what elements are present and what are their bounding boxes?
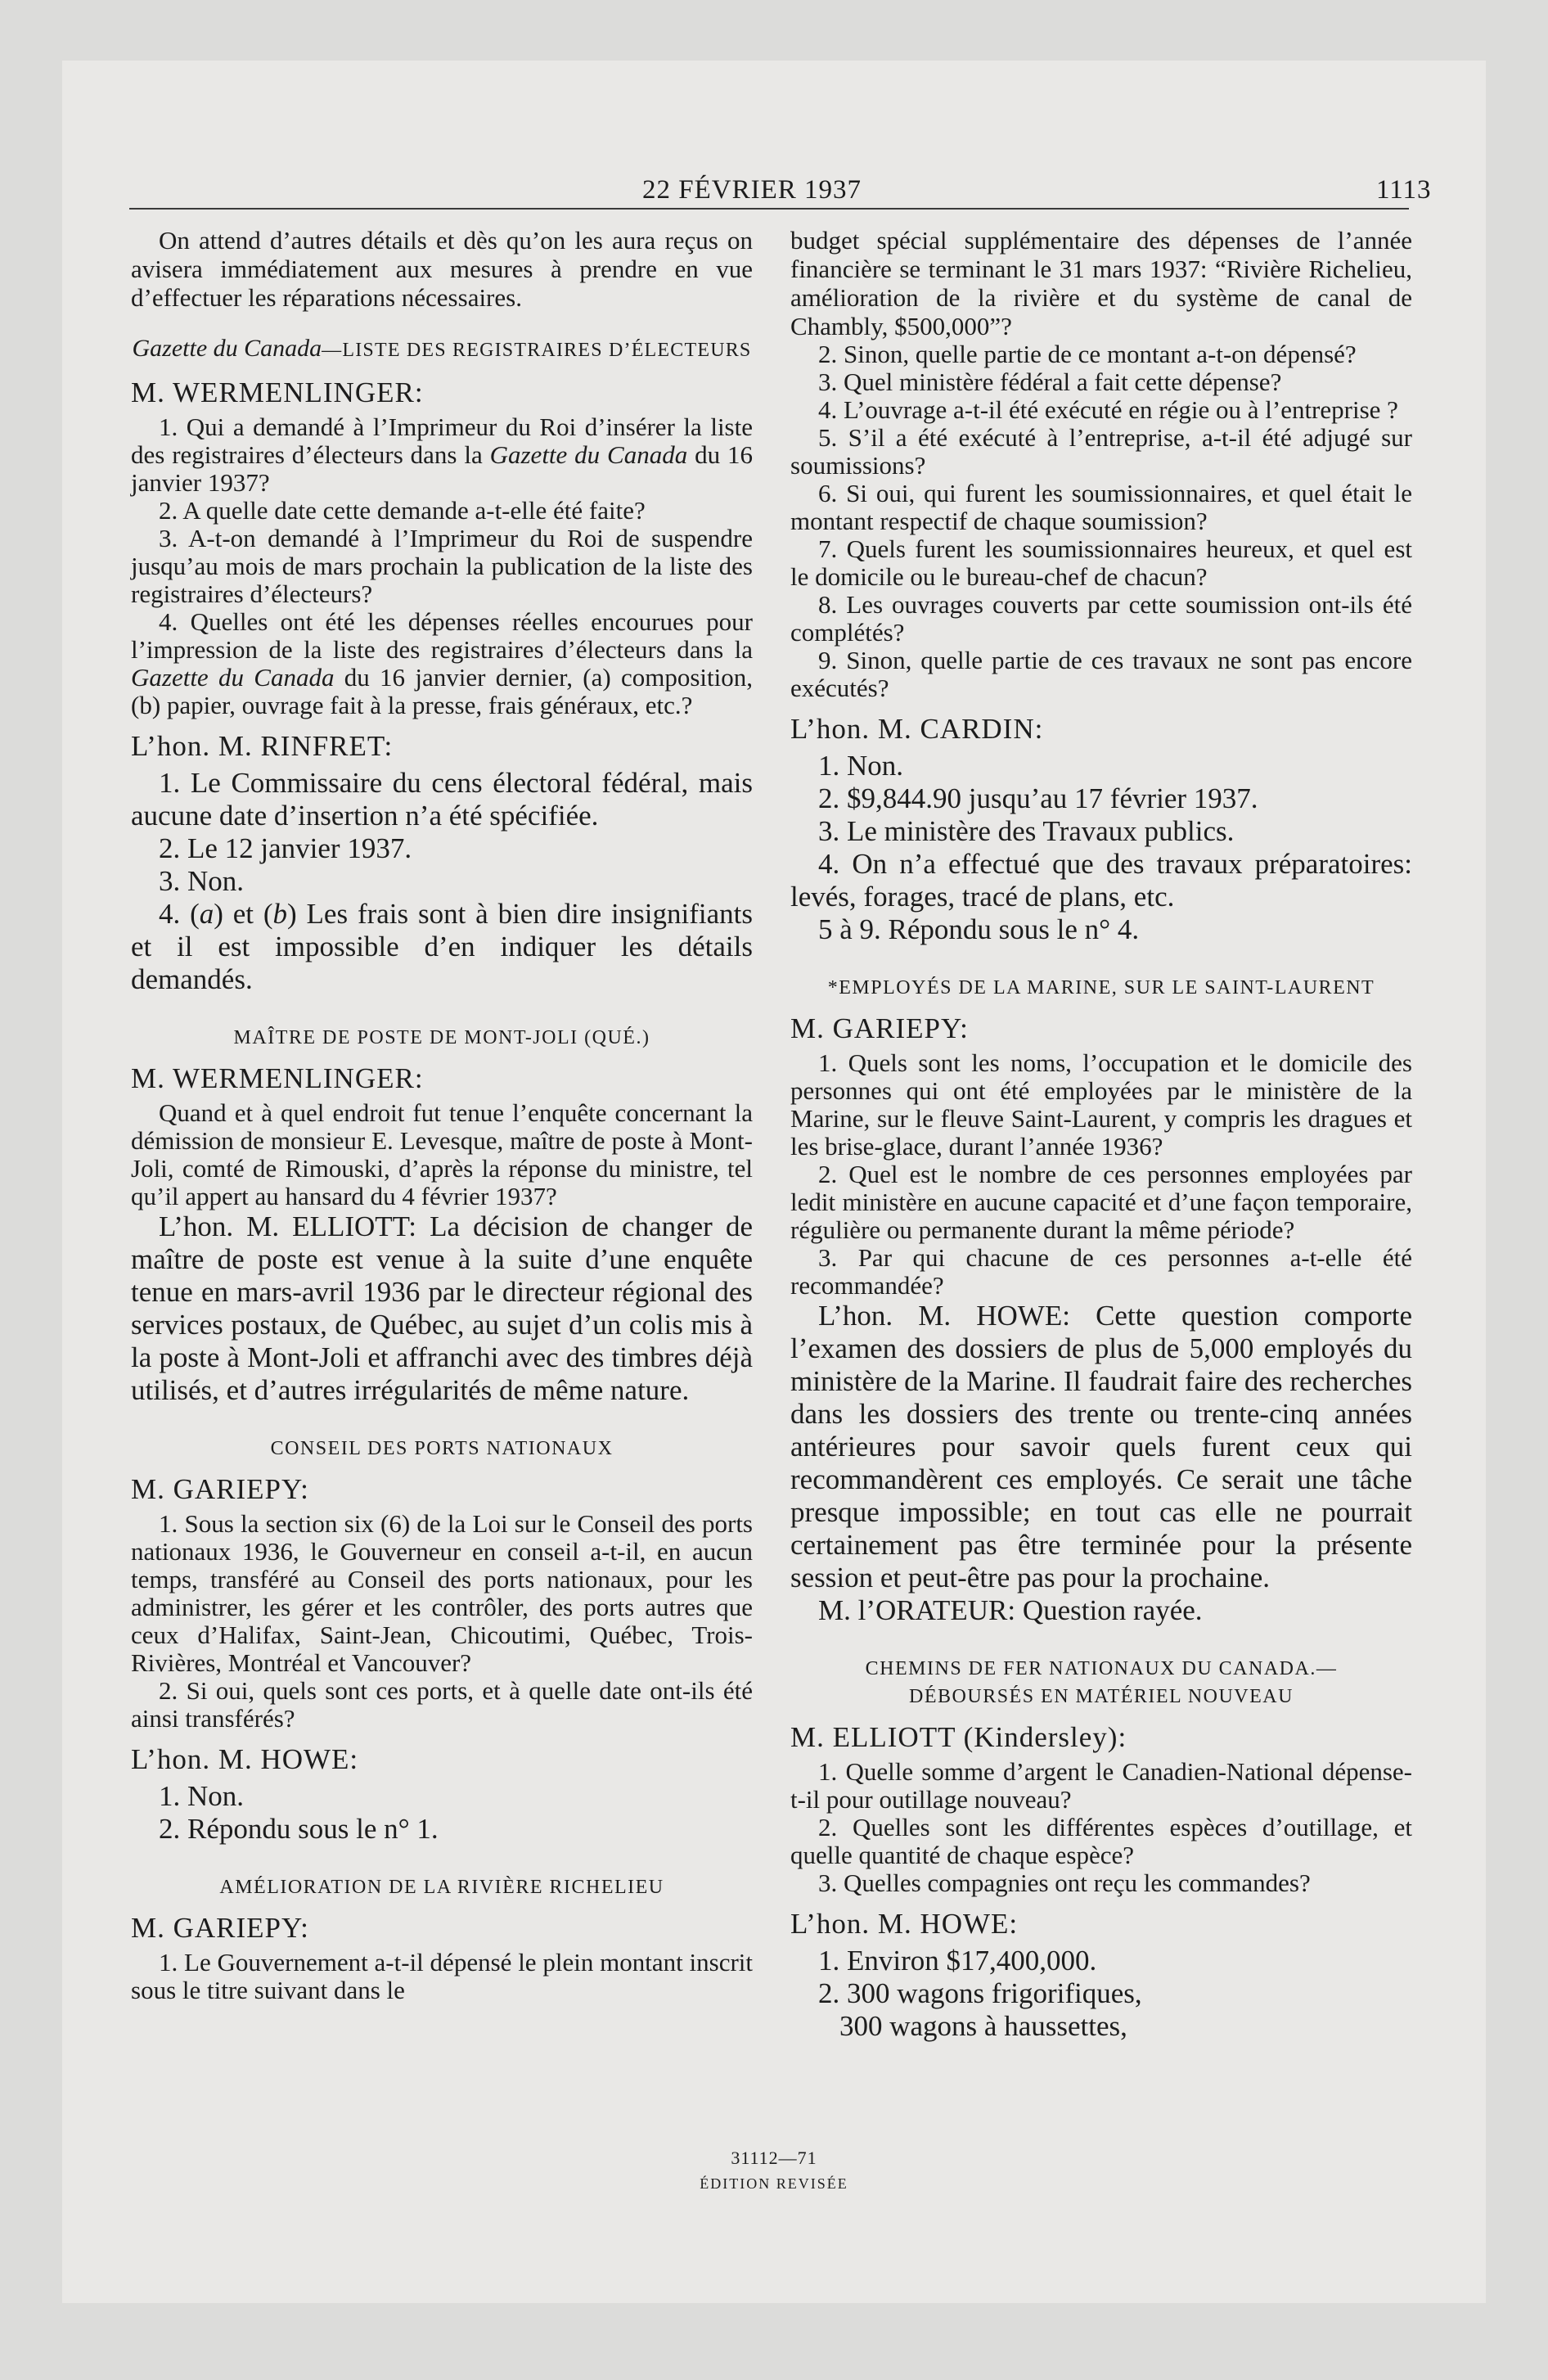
left-column bbox=[131, 226, 753, 2004]
answer-paragraph bbox=[790, 1300, 1412, 1594]
answer-3: 3. Non. bbox=[159, 865, 245, 897]
answer-1: 1. Le Commissaire du cens électoral fédéral, mais aucune date d’insertion n’a été spécifiée. bbox=[131, 767, 753, 832]
text: 1. Qui a demandé à l’Imprimeur du Roi d’insérer la liste des registraires d’électeurs dans la bbox=[131, 412, 753, 469]
answer-2: 2. Répondu sous le n° 1. bbox=[159, 1813, 439, 1845]
question-3: 3. Quelles compagnies ont reçu les commandes? bbox=[818, 1868, 1311, 1897]
question-8: 8. Les ouvrages couverts par cette soumission ont-ils été complétés? bbox=[790, 590, 1412, 647]
answer-text: Cette question comporte l’examen des dossiers de plus de 5,000 employés du ministère de la Marine. Il faudrait faire des recherches dans les dossiers des trente ou trente-cinq années antérieures pour savoir quels furent ceux qui recommandèrent ces employés. Ce serait une tâche presque impossible; en tout cas elle ne pourrait certainement pas être terminée pour la présente session et peut-être pas pour la prochaine. bbox=[790, 1300, 1412, 1593]
page-number: 1113 bbox=[1376, 175, 1432, 205]
question-2: 2. Sinon, quelle partie de ce montant a-t-on dépensé? bbox=[818, 340, 1357, 368]
section-heading-marine: *EMPLOYÉS DE LA MARINE, SUR LE SAINT-LAURENT bbox=[827, 977, 1375, 998]
letter-a: a bbox=[199, 898, 214, 930]
text: du 16 janvier 1937? bbox=[131, 440, 754, 497]
answer-text: La décision de changer de maître de poste est venue à la suite d’une enquête tenue en mars-avril 1936 par le directeur régional des services postaux, de Québec, au sujet d’un colis mis à la poste à Mont-Joli et affranchi avec des timbres déjà utilisés, et d’autres irrégularités de même nature. bbox=[131, 1210, 753, 1406]
question-3: 3. Par qui chacune de ces personnes a-t-elle été recommandée? bbox=[790, 1243, 1412, 1300]
question-4: 4. L’ouvrage a-t-il été exécuté en régie ou à l’entreprise ? bbox=[818, 395, 1398, 424]
gazette-name: Gazette du Canada bbox=[489, 440, 688, 469]
question-1: 1. Sous la section six (6) de la Loi sur le Conseil des ports nationaux 1936, le Gouverneur en conseil a-t-il, en aucun temps, transféré au Conseil des ports nationaux, pour les administrer, les gérer et les contrôler, des ports autres que ceux d’Halifax, Saint-Jean, Chicoutimi, Québec, Trois-Rivières, Montréal et Vancouver? bbox=[131, 1509, 753, 1677]
header-date: 22 FÉVRIER 1937 bbox=[642, 175, 862, 205]
question-1: 1. Quelle somme d’argent le Canadien-National dépense-t-il pour outillage nouveau? bbox=[790, 1757, 1412, 1814]
footer-edition: ÉDITION REVISÉE bbox=[700, 2175, 848, 2192]
speaker: M. GARIEPY: bbox=[790, 1012, 969, 1044]
header-rule bbox=[129, 208, 1409, 210]
gazette-name: Gazette du Canada bbox=[131, 663, 335, 692]
answer-1: 1. Environ $17,400,000. bbox=[818, 1945, 1097, 1977]
speaker: M. GARIEPY: bbox=[131, 1912, 309, 1944]
answer-4 bbox=[131, 898, 753, 996]
letter-b: b bbox=[272, 898, 288, 930]
answer-1: 1. Non. bbox=[159, 1780, 245, 1812]
intro-paragraph: On attend d’autres détails et dès qu’on les aura reçus on avisera immédiatement aux mesures à prendre en vue d’effectuer les réparations nécessaires. bbox=[131, 226, 753, 312]
question-2: 2. Si oui, quels sont ces ports, et à quelle date ont-ils été ainsi transférés? bbox=[131, 1676, 753, 1733]
question-9: 9. Sinon, quelle partie de ces travaux ne sont pas encore exécutés? bbox=[790, 646, 1412, 702]
heading-rest: —LISTE DES REGISTRAIRES D’ÉLECTEURS bbox=[322, 340, 752, 361]
question-7: 7. Quels furent les soumissionnaires heureux, et quel est le domicile ou le bureau-chef de chacun? bbox=[790, 534, 1412, 591]
answer-2: 2. $9,844.90 jusqu’au 17 février 1937. bbox=[818, 782, 1258, 814]
section-heading-gazette bbox=[131, 333, 753, 366]
text: 4. Quelles ont été les dépenses réelles encourues pour l’impression de la liste des registraires d’électeurs dans la bbox=[131, 607, 753, 664]
question-3: 3. Quel ministère fédéral a fait cette dépense? bbox=[818, 367, 1282, 396]
heading-italic: Gazette du Canada bbox=[132, 335, 322, 362]
speaker: M. WERMENLINGER: bbox=[131, 376, 424, 408]
section-heading-ports: CONSEIL DES PORTS NATIONAUX bbox=[270, 1438, 614, 1459]
question-2: 2. Quelles sont les différentes espèces d’outillage, et quelle quantité de chaque espèce? bbox=[790, 1813, 1412, 1869]
text: du 16 janvier dernier, (a) composition, (b) papier, ouvrage fait à la presse, frais généraux, etc.? bbox=[131, 663, 753, 719]
text: ) et ( bbox=[214, 898, 273, 930]
text: 4. ( bbox=[159, 898, 200, 930]
answer-2-continued: 300 wagons à haussettes, bbox=[839, 2010, 1127, 2042]
question-1-continued: budget spécial supplémentaire des dépenses de l’année financière se terminant le 31 mars 1937: “Rivière Richelieu, amélioration de la rivière et du système de canal de Chambly, $500,000”? bbox=[790, 226, 1412, 340]
section-heading-mont-joli: MAÎTRE DE POSTE DE MONT-JOLI (QUÉ.) bbox=[233, 1027, 650, 1048]
footer-code: 31112—71 bbox=[731, 2148, 817, 2168]
answer-2: 2. Le 12 janvier 1937. bbox=[159, 832, 412, 864]
question: Quand et à quel endroit fut tenue l’enquête concernant la démission de monsieur E. Levesque, maître de poste à Mont-Joli, comté de Rimouski, d’après la réponse du ministre, tel qu’il appert au hansard du 4 février 1937? bbox=[131, 1098, 753, 1210]
answer-speaker: L’hon. M. HOWE: bbox=[790, 1908, 1019, 1940]
speaker-ruling bbox=[790, 1594, 1412, 1627]
question-5: 5. S’il a été exécuté à l’entreprise, a-t-il été adjugé sur soumissions? bbox=[790, 423, 1412, 480]
question-1 bbox=[131, 413, 753, 497]
question-1: 1. Le Gouvernement a-t-il dépensé le plein montant inscrit sous le titre suivant dans le bbox=[131, 1948, 753, 2004]
question-3: 3. A-t-on demandé à l’Imprimeur du Roi de suspendre jusqu’au mois de mars prochain la publication de la liste des registraires d’électeurs? bbox=[131, 524, 753, 608]
question-4 bbox=[131, 608, 753, 719]
heading-line-1: CHEMINS DE FER NATIONAUX DU CANADA.— bbox=[865, 1658, 1338, 1679]
question-2: 2. A quelle date cette demande a-t-elle été faite? bbox=[159, 496, 646, 525]
text: ) Les frais sont à bien dire insignifiants et il est impossible d’en indiquer les détails demandés. bbox=[131, 898, 754, 995]
answer-5-9: 5 à 9. Répondu sous le n° 4. bbox=[818, 913, 1140, 945]
answer-3: 3. Le ministère des Travaux publics. bbox=[818, 815, 1235, 847]
answer-speaker: L’hon. M. ELLIOTT: bbox=[159, 1210, 416, 1242]
ruling-text: Question rayée. bbox=[1015, 1594, 1203, 1626]
speaker: M. GARIEPY: bbox=[131, 1473, 309, 1505]
right-column bbox=[790, 226, 1412, 2043]
speaker: M. ELLIOTT (Kindersley): bbox=[790, 1721, 1127, 1753]
section-heading-richelieu: AMÉLIORATION DE LA RIVIÈRE RICHELIEU bbox=[219, 1877, 664, 1898]
answer-speaker: L’hon. M. HOWE: bbox=[818, 1300, 1070, 1332]
answer-speaker: L’hon. M. RINFRET: bbox=[131, 730, 394, 762]
answer-speaker: L’hon. M. CARDIN: bbox=[790, 713, 1044, 745]
speaker-name: M. l’ORATEUR: bbox=[818, 1594, 1016, 1626]
answer-paragraph bbox=[131, 1210, 753, 1407]
speaker: M. WERMENLINGER: bbox=[131, 1062, 424, 1094]
answer-speaker: L’hon. M. HOWE: bbox=[131, 1743, 359, 1775]
question-1: 1. Quels sont les noms, l’occupation et le domicile des personnes qui ont été employées par le ministère de la Marine, sur le fleuve Saint-Laurent, y compris les dragues et les brise-glace, durant l’année 1936? bbox=[790, 1048, 1412, 1161]
answer-1: 1. Non. bbox=[818, 750, 904, 782]
answer-4: 4. On n’a effectué que des travaux préparatoires: levés, forages, tracé de plans, etc. bbox=[790, 848, 1412, 913]
question-2: 2. Quel est le nombre de ces personnes employées par ledit ministère en aucune capacité et d’une façon temporaire, régulière ou permanente durant la même période? bbox=[790, 1160, 1412, 1244]
question-6: 6. Si oui, qui furent les soumissionnaires, et quel était le montant respectif de chaque soumission? bbox=[790, 479, 1412, 535]
heading-line-2: DÉBOURSÉS EN MATÉRIEL NOUVEAU bbox=[909, 1686, 1294, 1707]
section-heading-railways bbox=[790, 1655, 1412, 1711]
answer-2: 2. 300 wagons frigorifiques, bbox=[818, 1977, 1142, 2009]
